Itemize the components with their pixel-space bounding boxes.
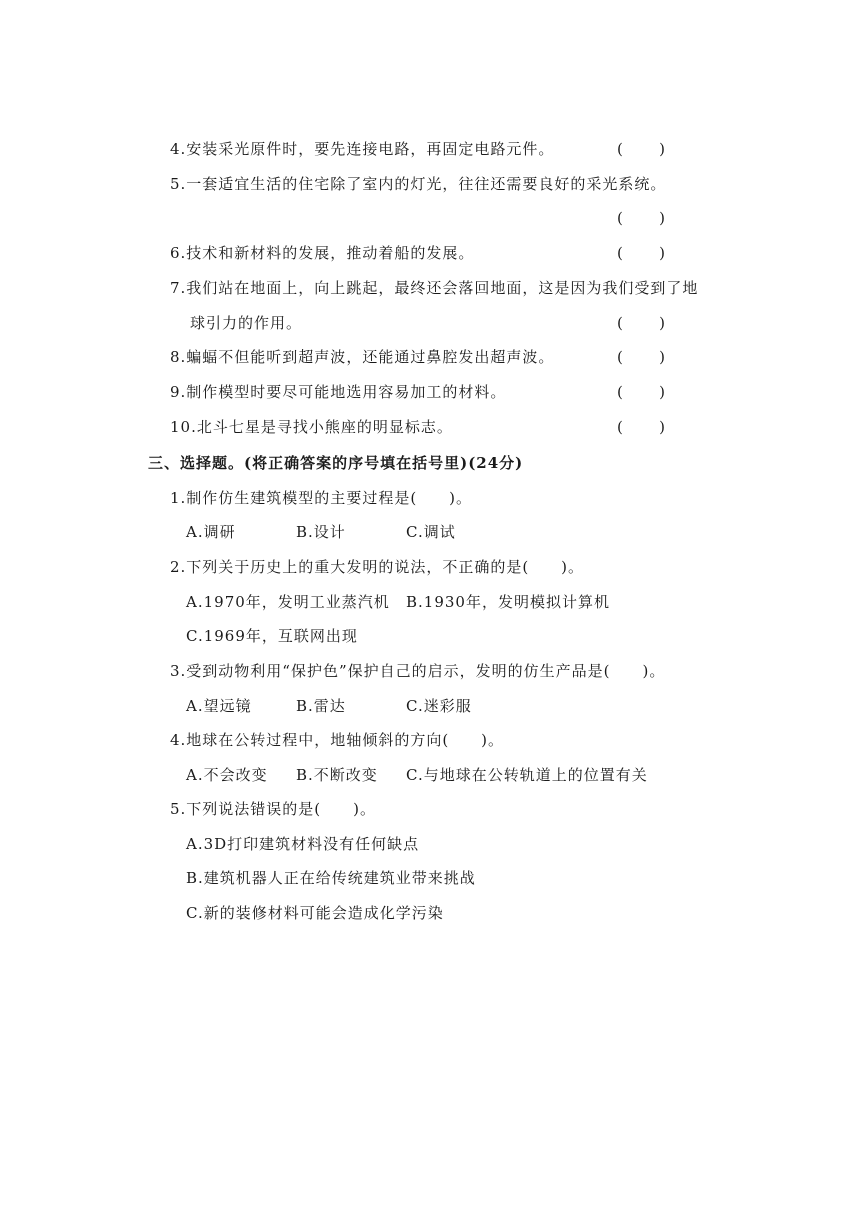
paren-close: ) (659, 314, 665, 332)
judge-item-10: 10.北斗七星是寻找小熊座的明显标志。 (170, 418, 453, 436)
paren-close: ) (659, 209, 665, 227)
question-3-option-b: B.雷达 (296, 697, 346, 715)
question-5-option-a: A.3D打印建筑材料没有任何缺点 (186, 835, 420, 853)
answer-paren-10 (617, 416, 665, 438)
question-stem-2: 2.下列关于历史上的重大发明的说法，不正确的是( )。 (170, 558, 585, 576)
paren-open: ( (617, 348, 623, 366)
paren-open: ( (617, 383, 623, 401)
question-2-option-b: B.1930年，发明模拟计算机 (406, 593, 610, 611)
question-3-option-a: A.望远镜 (186, 697, 252, 715)
paren-close: ) (659, 383, 665, 401)
question-1-option-a: A.调研 (186, 523, 236, 541)
answer-paren-8 (617, 346, 665, 368)
answer-paren-7 (617, 312, 665, 334)
question-stem-4: 4.地球在公转过程中，地轴倾斜的方向( )。 (170, 731, 505, 749)
question-1-option-c: C.调试 (406, 523, 456, 541)
question-5-option-b: B.建筑机器人正在给传统建筑业带来挑战 (186, 869, 476, 887)
question-2-option-c: C.1969年，互联网出现 (186, 627, 358, 645)
judge-item-7: 7.我们站在地面上，向上跳起，最终还会落回地面，这是因为我们受到了地 (170, 279, 699, 297)
question-3-option-c: C.迷彩服 (406, 697, 472, 715)
paren-close: ) (659, 418, 665, 436)
question-5-option-c: C.新的装修材料可能会造成化学污染 (186, 904, 444, 922)
judge-item-6: 6.技术和新材料的发展，推动着船的发展。 (170, 244, 475, 262)
judge-item-7-cont: 球引力的作用。 (190, 314, 303, 332)
paren-close: ) (659, 244, 665, 262)
judge-item-5: 5.一套适宜生活的住宅除了室内的灯光，往往还需要良好的采光系统。 (170, 175, 667, 193)
answer-paren-4 (617, 138, 665, 160)
question-stem-1: 1.制作仿生建筑模型的主要过程是( )。 (170, 489, 473, 507)
paren-open: ( (617, 418, 623, 436)
paren-open: ( (617, 244, 623, 262)
question-stem-5: 5.下列说法错误的是( )。 (170, 800, 377, 818)
paren-open: ( (617, 140, 623, 158)
judge-item-9: 9.制作模型时要尽可能地选用容易加工的材料。 (170, 383, 507, 401)
paren-close: ) (659, 140, 665, 158)
answer-paren-5 (617, 207, 665, 229)
question-4-option-b: B.不断改变 (296, 766, 378, 784)
judge-item-8: 8.蝙蝠不但能听到超声波，还能通过鼻腔发出超声波。 (170, 348, 555, 366)
question-4-option-c: C.与地球在公转轨道上的位置有关 (406, 766, 648, 784)
paren-open: ( (617, 314, 623, 332)
answer-paren-9 (617, 381, 665, 403)
question-2-option-a: A.1970年，发明工业蒸汽机 (186, 593, 390, 611)
section-title: 三、选择题。(将正确答案的序号填在括号里)(24分) (148, 454, 524, 472)
question-stem-3: 3.受到动物利用“保护色”保护自己的启示，发明的仿生产品是( )。 (170, 662, 666, 680)
question-1-option-b: B.设计 (296, 523, 346, 541)
question-4-option-a: A.不会改变 (186, 766, 268, 784)
judge-item-4: 4.安装采光原件时，要先连接电路，再固定电路元件。 (170, 140, 555, 158)
answer-paren-6 (617, 242, 665, 264)
paren-open: ( (617, 209, 623, 227)
paren-close: ) (659, 348, 665, 366)
